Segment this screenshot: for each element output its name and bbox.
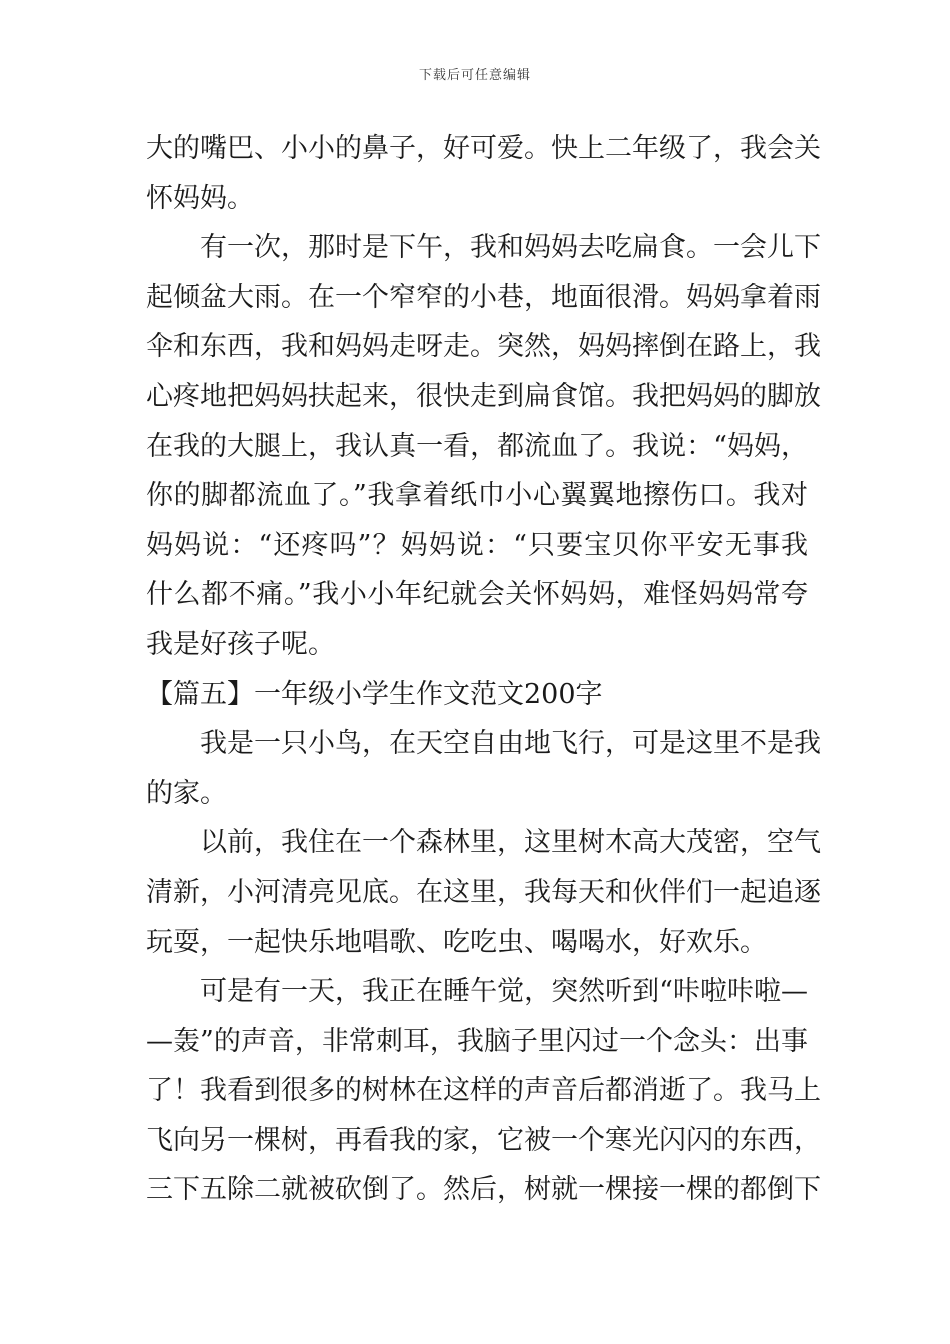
page-header: 下载后可任意编辑 — [418, 68, 531, 83]
paragraph-first-line: 有一次，那时是下午，我和妈妈去吃扁食。一会儿下 — [200, 232, 821, 264]
text-line: 妈妈说：“还疼吗”？妈妈说：“只要宝贝你平安无事我 — [146, 529, 808, 561]
text-line: 清新，小河清亮见底。在这里，我每天和伙伴们一起追逐 — [146, 876, 821, 908]
text-line: 起倾盆大雨。在一个窄窄的小巷，地面很滑。妈妈拿着雨 — [146, 281, 821, 313]
section-heading: 【篇五】一年级小学生作文范文200字 — [146, 678, 603, 710]
text-line: 在我的大腿上，我认真一看，都流血了。我说：“妈妈， — [146, 430, 808, 462]
text-line: 玩耍，一起快乐地唱歌、吃吃虫、喝喝水，好欢乐。 — [146, 926, 767, 958]
text-line: 飞向另一棵树，再看我的家，它被一个寒光闪闪的东西， — [146, 1124, 821, 1156]
text-line: 大的嘴巴、小小的鼻子，好可爱。快上二年级了，我会关 — [146, 133, 821, 164]
text-line: 三下五除二就被砍倒了。然后，树就一棵接一棵的都倒下 — [146, 1174, 821, 1206]
paragraph-first-line: 以前，我住在一个森林里，这里树木高大茂密，空气 — [200, 827, 821, 859]
text-line: 什么都不痛。”我小小年纪就会关怀妈妈，难怪妈妈常夸 — [146, 579, 808, 611]
text-line: 心疼地把妈妈扶起来，很快走到扁食馆。我把妈妈的脚放 — [146, 380, 821, 412]
text-line: 我是好孩子呢。 — [146, 628, 335, 660]
paragraph-first-line: 可是有一天，我正在睡午觉，突然听到“咔啦咔啦— — [200, 976, 808, 1008]
document-body — [146, 124, 821, 1215]
text-line: 你的脚都流血了。”我拿着纸巾小心翼翼地擦伤口。我对 — [146, 480, 808, 512]
text-line: 了！我看到很多的树林在这样的声音后都消逝了。我马上 — [146, 1075, 821, 1107]
text-line: 怀妈妈。 — [146, 182, 254, 214]
text-line: 伞和东西，我和妈妈走呀走。突然，妈妈摔倒在路上，我 — [146, 331, 821, 363]
text-line: —轰”的声音，非常刺耳，我脑子里闪过一个念头：出事 — [146, 1025, 808, 1057]
paragraph-first-line: 我是一只小鸟，在天空自由地飞行，可是这里不是我 — [200, 728, 821, 760]
text-line: 的家。 — [146, 777, 227, 809]
